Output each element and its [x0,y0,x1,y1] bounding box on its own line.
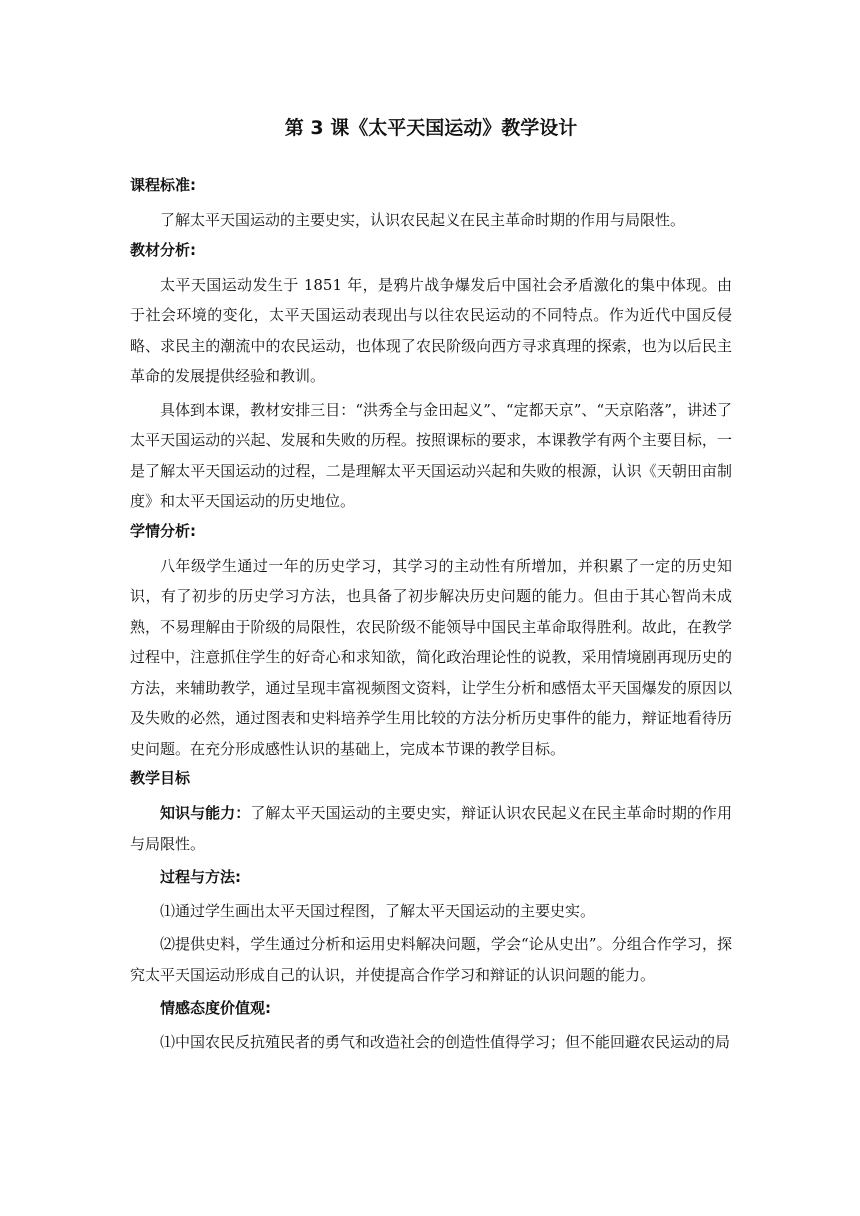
paragraph-goals-knowledge [130,798,732,859]
section-heading-textbook: 教材分析: [130,240,196,259]
knowledge-text: 了解太平天国运动的主要史实，辩证认识农民起义在民主革命时期的作用与局限性。 [130,804,732,853]
subheading-emotion [130,993,732,1024]
process-heading: 过程与方法: [160,868,241,886]
section-heading-goals: 教学目标 [130,769,191,787]
paragraph-standard: 了解太平天国运动的主要史实，认识农民起义在民主革命时期的作用与局限性。 [160,211,686,229]
page-title: 第 3 课《太平天国运动》教学设计 [284,117,578,139]
subheading-process [130,862,732,893]
emotion-item-1: ⑴中国农民反抗殖民者的勇气和改造社会的创造性值得学习；但不能回避农民运动的局 [160,1032,731,1051]
section-heading-standard: 课程标准: [130,176,196,194]
process-item-1: ⑴通过学生画出太平天国过程图，了解太平天国运动的主要史实。 [160,901,596,920]
section-heading-students: 学情分析: [130,521,196,540]
document-body [130,116,732,1060]
paragraph-textbook-1: 太平天国运动发生于 1851 年，是鸦片战争爆发后中国社会矛盾激化的集中体现。由于社会环境的变化，太平天国运动表现出与以往农民运动的不同特点。作为近代中国反侵略、求民主的潮流中的农民运动，也体现了农民阶级向西方寻求真理的探索，也为以后民主革命的发展提供经验和教训。 [130,275,732,385]
knowledge-label: 知识与能力： [160,804,251,822]
paragraph-students: 八年级学生通过一年的历史学习，其学习的主动性有所增加，并积累了一定的历史知识，有了初步的历史学习方法，也具备了初步解决历史问题的能力。但由于其心智尚未成熟，不易理解由于阶级的局限性，农民阶级不能领导中国民主革命取得胜利。故此，在教学过程中，注意抓住学生的好奇心和求知欲，简化政治理论性的说教，采用情境剧再现历史的方法，来辅助教学，通过呈现丰富视频图文资料，让学生分析和感悟太平天国爆发的原因以及失败的必然，通过图表和史料培养学生用比较的方法分析历史事件的能力，辩证地看待历史问题。在充分形成感性认识的基础上，完成本节课的教学目标。 [130,556,732,758]
process-item-2: ⑵提供史料，学生通过分析和运用史料解决问题，学会“论从史出”。分组合作学习，探究太平天国运动形成自己的认识，并使提高合作学习和辩证的认识问题的能力。 [130,935,732,984]
emotion-heading: 情感态度价值观: [160,999,271,1017]
paragraph-textbook-2: 具体到本课，教材安排三目：“洪秀全与金田起义”、“定都天京”、“天京陷落”，讲述了太平天国运动的兴起、发展和失败的历程。按照课标的要求，本课教学有两个主要目标，一是了解太平天国运动的过程，二是理解太平天国运动兴起和失败的根源，认识《天朝田亩制度》和太平天国运动的历史地位。 [130,400,732,510]
